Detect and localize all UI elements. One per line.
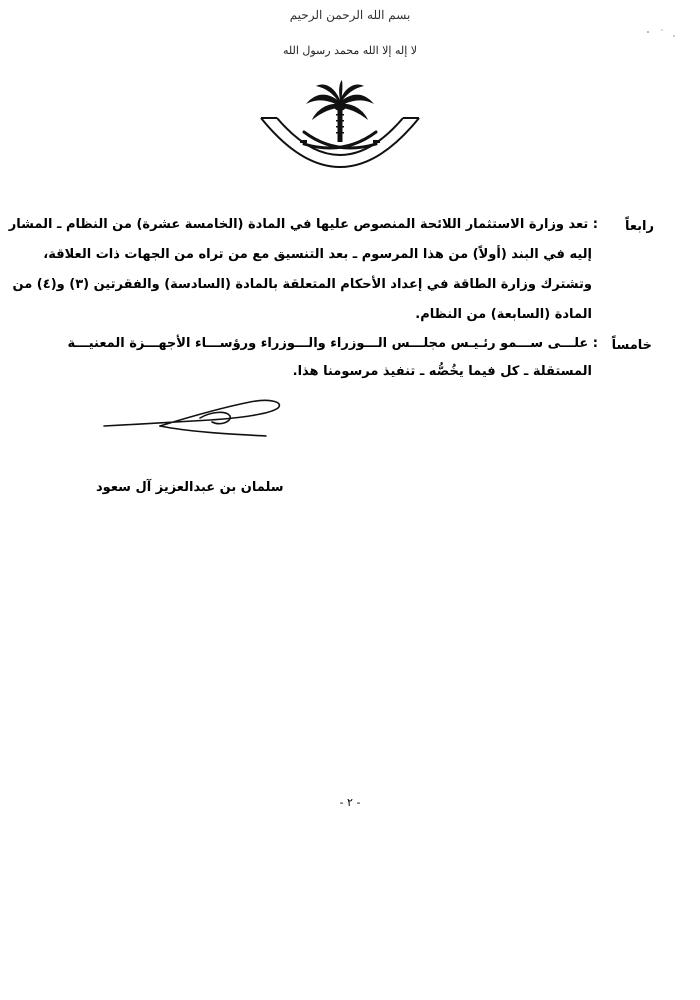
scan-specks xyxy=(640,26,680,46)
signer-name: سلمان بن عبدالعزيز آل سعود xyxy=(96,480,284,495)
kingdom-seal-ribbon xyxy=(255,112,425,184)
clause-label-fourth: رابعاً xyxy=(624,219,654,234)
clause-fourth-line-1: : تعد وزارة الاستثمار اللائحة المنصوص عليها في المادة (الخامسة عشرة) من النظام ـ المشار xyxy=(8,217,598,232)
basmala-heading: بسم الله الرحمن الرحيم xyxy=(289,8,411,22)
clause-fourth-line-3: وتشترك وزارة الطاقة في إعداد الأحكام المتعلقة بالمادة (السادسة) والفقرتين (٣) و(٤) من xyxy=(12,277,592,292)
clause-fourth-line-4: المادة (السابعة) من النظام. xyxy=(415,307,592,322)
clause-fifth-line-1: : علـــى ســـمو رئـيـس مجلـــس الـــوزراء والـــوزراء ورؤســـاء الأجهـــزة المعنيـــة xyxy=(67,336,598,351)
clause-fifth-line-2: المستقلة ـ كل فيما يخُصُّه ـ تنفيذ مرسومنا هذا. xyxy=(292,364,592,379)
clause-label-fifth: خامساً xyxy=(611,338,652,353)
handwritten-signature xyxy=(100,392,290,452)
clause-fourth-line-2: إليه في البند (أولاً) من هذا المرسوم ـ بعد التنسيق مع من تراه من الجهات ذات العلاقة، xyxy=(43,247,592,262)
shahada-calligraphy: لا إله إلا الله محمد رسول الله xyxy=(282,44,418,57)
page-number: - ٢ - xyxy=(339,796,361,809)
